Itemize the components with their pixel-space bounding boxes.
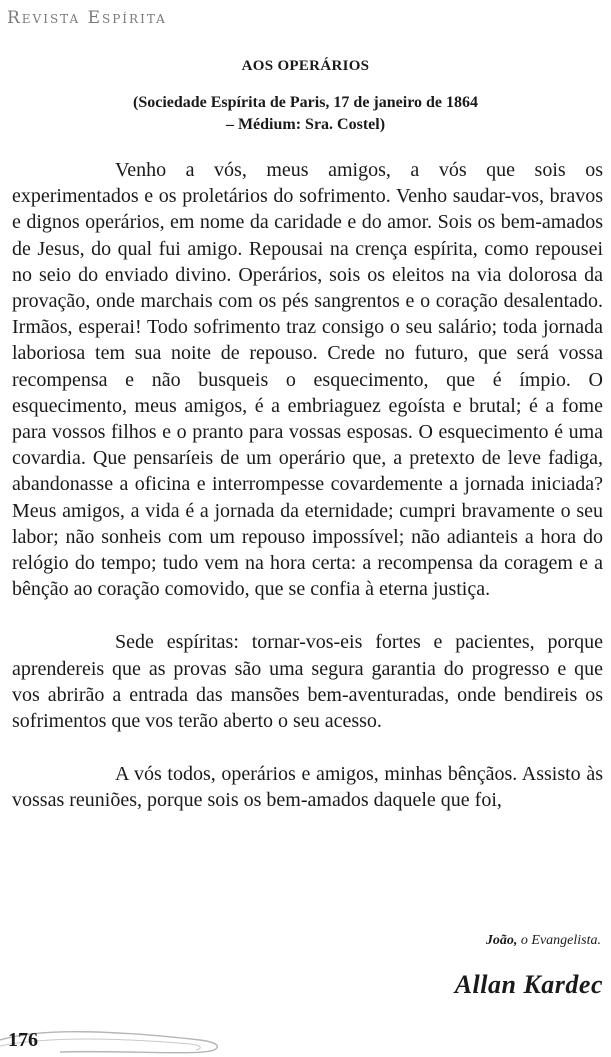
paragraph-1: Venho a vós, meus amigos, a vós que sois os experimentados e os proletários do sofrimento. Venho saudar-vos, bravos e dignos operários, em nome da caridade e do amor. Sois os bem-amados de Jesus, do qual fui amigo. Repousai na crença espírita, como repousei no seio do enviado divino. Operários, sois os eleitos na via dolorosa da provação, onde marchais com os pés sangrentos e o coração desalentado. Irmãos, esperai! Todo sofrimento traz consigo o seu salário; toda jornada laboriosa tem sua noite de repouso. Crede no futuro, que será vossa recompensa e não busqueis o esquecimento, que é ímpio. O esquecimento, meus amigos, é a embriaguez egoísta e brutal; é a fome para vossos filhos e o pranto para vossas esposas. O esquecimento é uma covardia. Que pensaríeis de um operário que, a pretexto de leve fadiga, abandonasse a oficina e interrompesse covardemente a jornada iniciada? Meus amigos, a vida é a jornada da eternidade; cumpri bravamente o seu labor; não sonheis com um repouso impossível; não adianteis a hora do relógio do tempo; tudo vem na hora certa: a recompensa da coragem e a bênção ao coração comovido, que se confia à eterna justiça. [12,159,603,601]
running-head: Revista Espírita [7,8,167,28]
subtitle-line-1: (Sociedade Espírita de Paris, 17 de janeiro de 1864 [132,94,479,111]
article-subtitle [0,92,611,136]
signature-john-name: João, [485,933,518,948]
page-number: 176 [8,1029,38,1051]
signature-john [486,933,601,949]
subtitle-line-2: – Médium: Sra. Costel) [225,116,386,133]
paragraph-3: A vós todos, operários e amigos, minhas bênçãos. Assisto às vossas reuniões, porque sois os bem-amados daquele que foi, [12,763,603,812]
signature-kardec: Allan Kardec [454,970,603,999]
signature-john-role: o Evangelista. [520,933,601,948]
paragraph-2: Sede espíritas: tornar-vos-eis fortes e pacientes, porque aprendereis que as provas são uma segura garantia do progresso e que vos abrirão a entrada das mansões bem-aventuradas, onde bendireis os sofrimentos que vos terão aberto o seu acesso. [12,631,603,733]
article-body [12,157,603,841]
article-title: AOS OPERÁRIOS [241,58,370,74]
